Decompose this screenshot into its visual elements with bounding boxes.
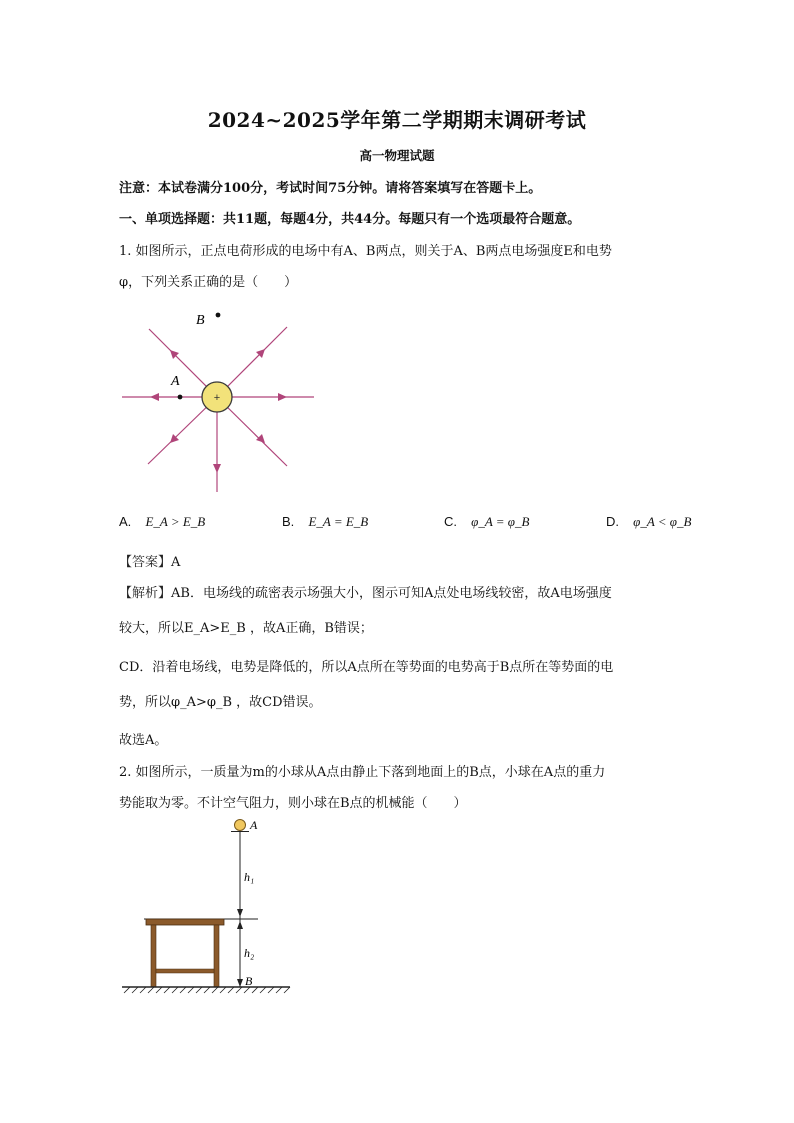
- h2-arrow-up-icon: [237, 921, 243, 929]
- page-subtitle: 高一物理试题: [359, 148, 435, 163]
- point-a-label: A: [171, 374, 180, 389]
- plus-sign: +: [213, 392, 221, 404]
- q1-option-c[interactable]: [444, 514, 529, 530]
- h2-arrow-down-icon: [237, 979, 243, 987]
- h1-arrow-down-icon: [237, 909, 243, 917]
- q2-stem-line-1: 2. 如图所示，一质量为m的小球从A点由静止下落到地面上的B点，小球在A点的重力: [119, 765, 606, 780]
- ground-hatching: [124, 987, 290, 993]
- q1-field-figure: [110, 300, 330, 500]
- q1-analysis-line-2: 较大，所以E_A>E_B ，故A正确，B错误；: [119, 621, 373, 636]
- option-c-formula: φ_A = φ_B: [471, 514, 530, 529]
- arrow-down-right-icon: [256, 434, 265, 443]
- answer-value: A: [171, 555, 181, 570]
- option-c-label: C.: [444, 514, 457, 529]
- q1-analysis-line-1: [119, 582, 612, 601]
- analysis-text-1: AB．电场线的疏密表示场强大小，图示可知A点处电场线较密，故A电场强度: [171, 586, 612, 601]
- arrow-down-icon: [213, 464, 221, 473]
- arrow-left-icon: [150, 393, 159, 401]
- q1-option-b[interactable]: [282, 514, 368, 530]
- q2-stem-line-2: 势能取为零。不计空气阻力，则小球在B点的机械能（ ）: [119, 796, 467, 811]
- q1-stem-line-1: 1. 如图所示，正点电荷形成的电场中有A、B两点，则关于A、B两点电场强度E和电势: [119, 244, 612, 259]
- point-a-label-fig2: A: [250, 818, 258, 832]
- exam-notice: 注意：本试卷满分100分，考试时间75分钟。请将答案填写在答题卡上。: [119, 181, 542, 196]
- point-b-dot: [216, 313, 221, 318]
- page-title: 2024~2025学年第二学期期末调研考试: [207, 108, 587, 132]
- q2-fall-figure: [118, 815, 298, 1000]
- q1-option-a[interactable]: [119, 514, 205, 530]
- option-d-label: D.: [606, 514, 619, 529]
- q1-analysis-line-4: 势，所以φ_A>φ_B ，故CD错误。: [119, 695, 322, 710]
- option-a-label: A.: [119, 514, 132, 529]
- table-leg-left: [151, 925, 156, 987]
- point-b-label-fig2: B: [245, 974, 253, 988]
- table-leg-right: [214, 925, 219, 987]
- h1-label: h₁: [244, 870, 255, 884]
- table-crossbar: [156, 969, 214, 973]
- analysis-tag: 【解析】: [119, 586, 172, 601]
- point-b-label: B: [196, 313, 205, 328]
- option-a-formula: E_A > E_B: [145, 514, 206, 529]
- q1-conclusion: 故选A。: [119, 733, 168, 748]
- h2-label: h₂: [244, 946, 255, 960]
- table-top: [146, 919, 224, 925]
- ball: [235, 820, 246, 831]
- point-a-dot: [178, 395, 183, 400]
- option-d-formula: φ_A < φ_B: [633, 514, 692, 529]
- option-b-formula: E_A = E_B: [308, 514, 369, 529]
- arrow-right-icon: [278, 393, 287, 401]
- answer-tag: 【答案】: [119, 555, 172, 570]
- section-one-heading: 一、单项选择题：共11题，每题4分，共44分。每题只有一个选项最符合题意。: [119, 212, 581, 227]
- q1-answer: [119, 551, 180, 570]
- q1-stem-line-2: φ，下列关系正确的是（ ）: [119, 275, 298, 290]
- option-b-label: B.: [282, 514, 295, 529]
- q1-option-d[interactable]: [606, 514, 691, 530]
- q1-analysis-line-3: CD．沿着电场线，电势是降低的，所以A点所在等势面的电势高于B点所在等势面的电: [119, 660, 614, 675]
